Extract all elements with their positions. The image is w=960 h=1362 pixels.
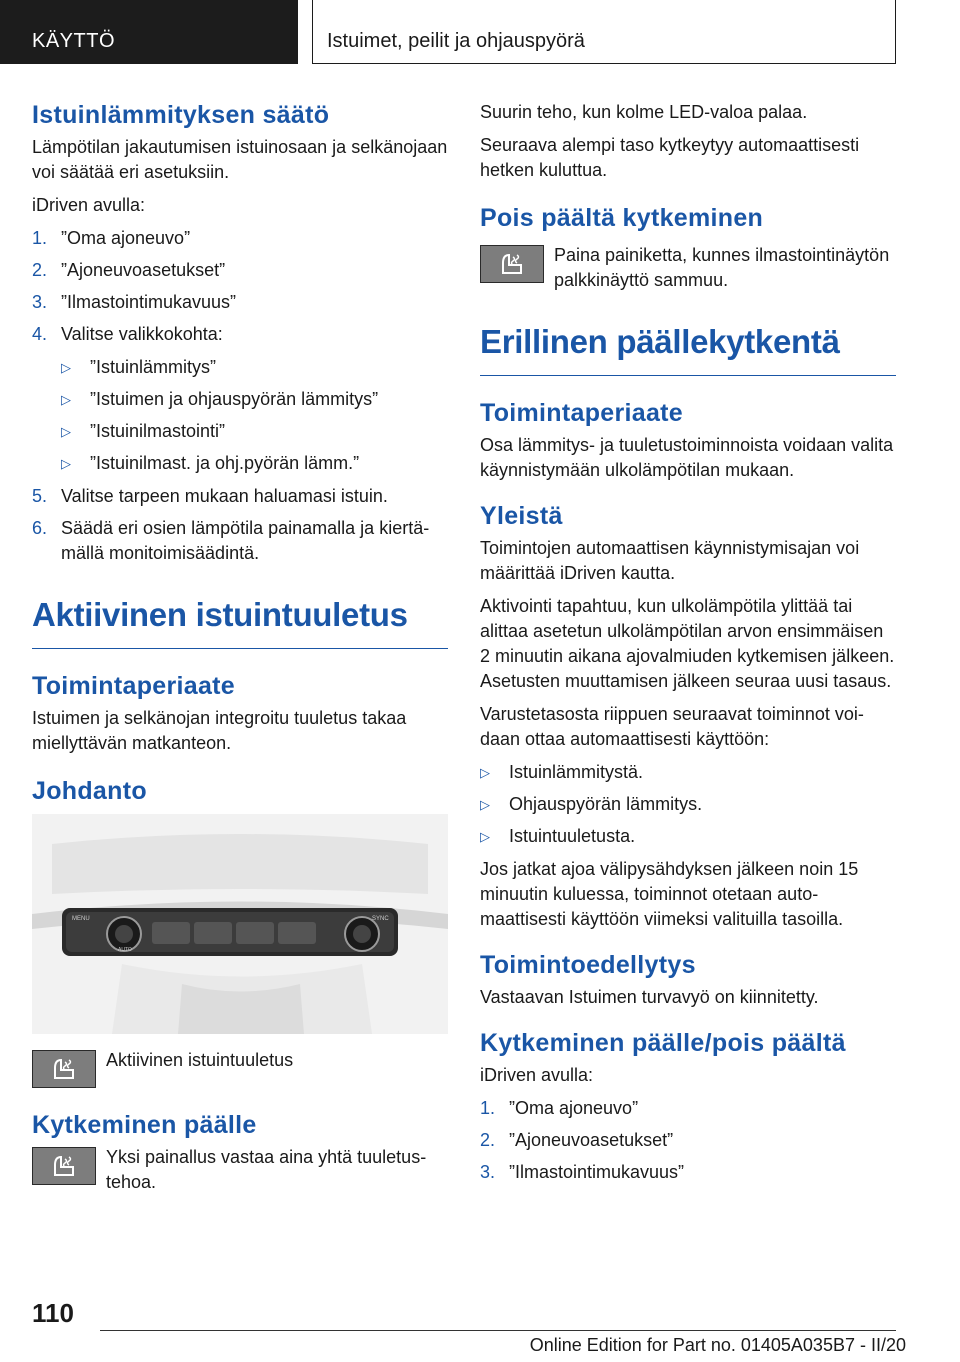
list-item: ▷ ”Istuinilmast. ja ohj.pyörän lämm.” [61,451,448,476]
menu-label: MENU [72,916,90,922]
bullet-triangle-icon: ▷ [61,424,71,439]
bullet-triangle-icon: ▷ [480,765,490,780]
step-number: 5. [32,486,48,506]
section-title-general: Yleistä [480,502,563,530]
bullet-triangle-icon: ▷ [61,392,71,407]
paragraph: Vastaavan Istuimen turvavyö on kiinnitetty. [480,987,819,1007]
step-list [32,226,448,347]
header-chapter: Istuimet, peilit ja ohjauspyörä [312,0,896,64]
list-item: ▷ ”Istuimen ja ohjauspyörän lämmitys” [61,387,448,412]
step-number: 6. [32,518,48,538]
edition-note: Online Edition for Part no. 01405A035B7 - II/20 [529,1335,906,1355]
step-number: 2. [32,260,48,280]
list-item: 3. ”Ilmastointimukavuus” [32,290,448,315]
icon-caption: Yksi painallus vastaa aina yhtä tuuletustehoa. [106,1147,427,1192]
step-number: 3. [480,1162,496,1182]
paragraph: iDriven avulla: [480,1065,594,1085]
step-list [480,1096,896,1185]
list-item: 1. ”Oma ajoneuvo” [32,226,448,251]
sync-label: SYNC [372,916,389,922]
sub-option-list [32,355,448,476]
seat-ventilation-button-icon [32,1050,96,1088]
icon-caption-row [32,1048,448,1088]
icon-caption-row [480,243,896,293]
paragraph: Osa lämmitys- ja tuuletustoiminnoista voidaan valita käynnistymään ulkolämpötilan mukaan. [480,435,894,480]
section-title-intro: Johdanto [32,777,147,805]
footer-divider [100,1330,896,1331]
section-title-requirement: Toimintoedellytys [480,951,696,979]
step-number: 1. [32,228,48,248]
list-item: 6. Säädä eri osien lämpötila painamalla ja kiertämällä monitoimisäädintä. [32,518,430,563]
section-title-switch-on: Kytkeminen päälle [32,1111,257,1139]
section-title-principle: Toimintaperiaate [480,399,683,427]
list-item: ▷ Istuinlämmitystä. [480,760,896,785]
section-title-seat-heating: Istuinlämmityksen säätö [32,101,330,129]
section-title-switch-on-off: Kytkeminen päälle/pois päältä [480,1029,846,1057]
step-number: 1. [480,1098,496,1118]
section-title-principle: Toimintaperiaate [32,672,235,700]
step-number: 4. [32,324,48,344]
chapter-heading-active-seat-ventilation: Aktiivinen istuintuuletus [32,596,448,649]
seat-ventilation-button-icon [480,245,544,283]
dashboard-illustration [32,814,448,1034]
seat-ventilation-button-icon [32,1147,96,1185]
left-column [32,100,448,1205]
step-list [32,484,448,566]
list-item: 2. ”Ajoneuvoasetukset” [32,258,448,283]
list-item: ▷ Ohjauspyörän lämmitys. [480,792,896,817]
chapter-heading-separate-activation: Erillinen päällekytkentä [480,323,896,376]
paragraph: Jos jatkat ajoa välipysähdyksen jälkeen noin 15 minuutin kuluessa, toiminnot otetaan automaattisesti käyttöön viimeksi valituilla tasoilla. [480,859,859,929]
climate-control-panel-image [32,814,448,1034]
icon-caption-row [32,1145,448,1195]
list-item: ▷ Istuintuuletusta. [480,824,896,849]
step-number: 3. [32,292,48,312]
paragraph: Suurin teho, kun kolme LED-valoa palaa. [480,102,808,122]
header-section: KÄYTTÖ [0,0,298,64]
right-column [480,100,896,1193]
list-item: ▷ ”Istuinlämmitys” [61,355,448,380]
list-item: 2. ”Ajoneuvoasetukset” [480,1128,896,1153]
list-item: ▷ ”Istuinilmastointi” [61,419,448,444]
icon-caption: Aktiivinen istuintuuletus [106,1050,294,1070]
bullet-triangle-icon: ▷ [61,456,71,471]
bullet-triangle-icon: ▷ [480,829,490,844]
paragraph: Toimintojen automaattisen käynnistymisajan voi määrittää iDriven kautta. [480,538,860,583]
section-title-switch-off: Pois päältä kytkeminen [480,204,764,232]
step-number: 2. [480,1130,496,1150]
paragraph: Istuimen ja selkänojan integroitu tuuletus takaa miellyttävän matkanteon. [32,708,407,753]
paragraph: iDriven avulla: [32,195,146,215]
icon-caption: Paina painiketta, kunnes ilmastointinäytön palkkinäyttö sammuu. [554,245,890,290]
auto-label: AUTO [118,947,132,953]
paragraph: Lämpötilan jakautumisen istuinosaan ja selkänojaan voi säätää eri asetuksiin. [32,137,448,182]
paragraph: Aktivointi tapahtuu, kun ulkolämpötila ylittää tai alittaa asetetun ulkolämpötilan arvon ensimmäisen 2 minuutin aikana ajovalmiuden kytkemisen jälkeen. Asetusten muuttamisen jälkeen seuraa uusi tasaus. [480,596,895,691]
list-item: 1. ”Oma ajoneuvo” [480,1096,896,1121]
list-item: 4. Valitse valikkokohta: [32,322,448,347]
bullet-triangle-icon: ▷ [480,797,490,812]
page-number: 110 [32,1298,74,1328]
bullet-triangle-icon: ▷ [61,360,71,375]
function-list [480,760,896,849]
paragraph: Varustetasosta riippuen seuraavat toiminnot voidaan ottaa automaattisesti käyttöön: [480,704,864,749]
list-item: 3. ”Ilmastointimukavuus” [480,1160,896,1185]
list-item: 5. Valitse tarpeen mukaan haluamasi istuin. [32,484,448,509]
paragraph: Seuraava alempi taso kytkeytyy automaattisesti hetken kuluttua. [480,135,860,180]
